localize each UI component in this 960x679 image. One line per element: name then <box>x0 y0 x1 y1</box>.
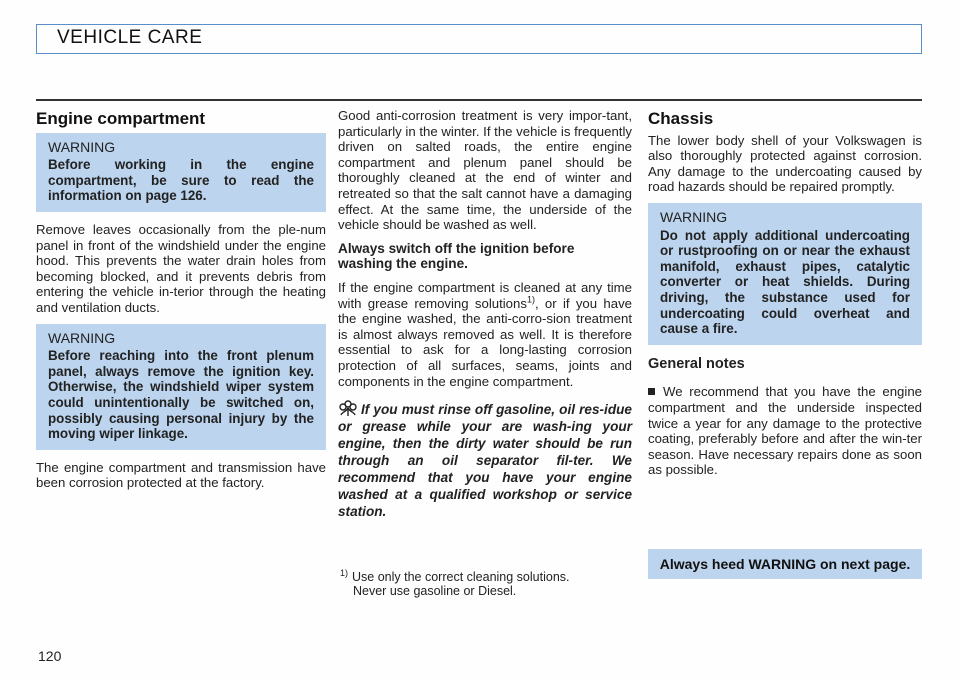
bullet-text: We recommend that you have the engine compartment and the underside inspected twice a year for any damage to the protective coating, preferably before and after the win-ter season. Have necessary repairs done as soon as possible. <box>648 384 922 478</box>
bullet-paragraph <box>648 384 922 478</box>
footnote-line: Use only the correct cleaning solutions. <box>352 570 570 585</box>
column-engine-compartment <box>36 108 326 499</box>
paragraph: The engine compartment and transmission have been corrosion protected at the factory. <box>36 459 326 491</box>
environment-flower-icon <box>338 399 358 417</box>
section-title: VEHICLE CARE <box>57 27 203 48</box>
footnote-line: Never use gasoline or Diesel. <box>353 584 517 599</box>
warning-label: WARNING <box>660 208 728 225</box>
warning-box-2 <box>36 324 326 450</box>
environment-note-text: If you must rinse off gasoline, oil res-idue or grease while your are wash-ing your engine, then the dirty water should be run through an oil separator fil-ter. We recommend that you have your engine washed at a qualified workshop or service station. <box>338 402 632 520</box>
warning-text: Before working in the engine compartment, be sure to read the information on page 126. <box>48 157 314 204</box>
general-notes-heading: General notes <box>648 355 745 372</box>
paragraph-text: If the engine compartment is cleaned at any time with grease removing solutions <box>338 279 632 311</box>
paragraph: Good anti-corrosion treatment is very impor-tant, particularly in the winter. If the vehicle is frequently driven on salted roads, the entire engine compartment and plenum panel should be thoroughly cleaned at the end of winter and retreated so that the salt cannot have a damaging effect. At the same time, the underside of the vehicle should be washed as well. <box>338 108 632 233</box>
engine-compartment-heading: Engine compartment <box>36 109 206 128</box>
section-header <box>36 24 922 54</box>
paragraph-text: , or if you have the engine washed, the anti-corro-sion treatment is almost always removed as well. It is therefore essential to ask for a long-lasting corrosion protection of all surfaces, seams, joints and components in the engine compartment. <box>338 295 632 389</box>
warning-label: WARNING <box>48 329 116 346</box>
paragraph: The lower body shell of your Volkswagen is also thoroughly protected against corrosion. Any damage to the undercoating caused by road hazards should be repaired promptly. <box>648 132 922 195</box>
warning-text: Before reaching into the front plenum panel, always remove the ignition key. Otherwise, the windshield wiper system could unintentionally be switched on, possibly causing personal injury by the moving wiper linkage. <box>48 348 314 442</box>
next-page-warning-banner: Always heed WARNING on next page. <box>648 549 922 579</box>
warning-text: Do not apply additional undercoating or rustproofing on or near the exhaust manifold, exhaust pipes, catalytic converter or heat shields. During driving, the substance used for undercoating could overheat and cause a fire. <box>660 227 910 337</box>
paragraph: Remove leaves occasionally from the ple-num panel in front of the windshield under the engine hood. This prevents the water drain holes from becoming blocked, and it prevents debris from entering the vehicle in-terior through the heating and ventilation ducts. <box>36 221 326 315</box>
paragraph-with-footnote <box>338 280 632 389</box>
bullet-square-icon <box>648 388 655 395</box>
footnote-mark: 1) <box>340 567 349 578</box>
warning-box-3 <box>648 203 922 345</box>
environment-note <box>338 399 632 520</box>
page-number: 120 <box>38 648 62 664</box>
horizontal-rule <box>36 99 922 101</box>
warning-box-1 <box>36 133 326 212</box>
warning-label: WARNING <box>48 138 116 155</box>
chassis-heading: Chassis <box>648 109 714 128</box>
bold-instruction: Always switch off the ignition before washing the engine. <box>338 240 575 272</box>
footnote-ref: 1) <box>526 294 535 305</box>
footnote <box>338 567 632 599</box>
column-anti-corrosion <box>338 108 632 598</box>
column-chassis <box>648 108 922 486</box>
